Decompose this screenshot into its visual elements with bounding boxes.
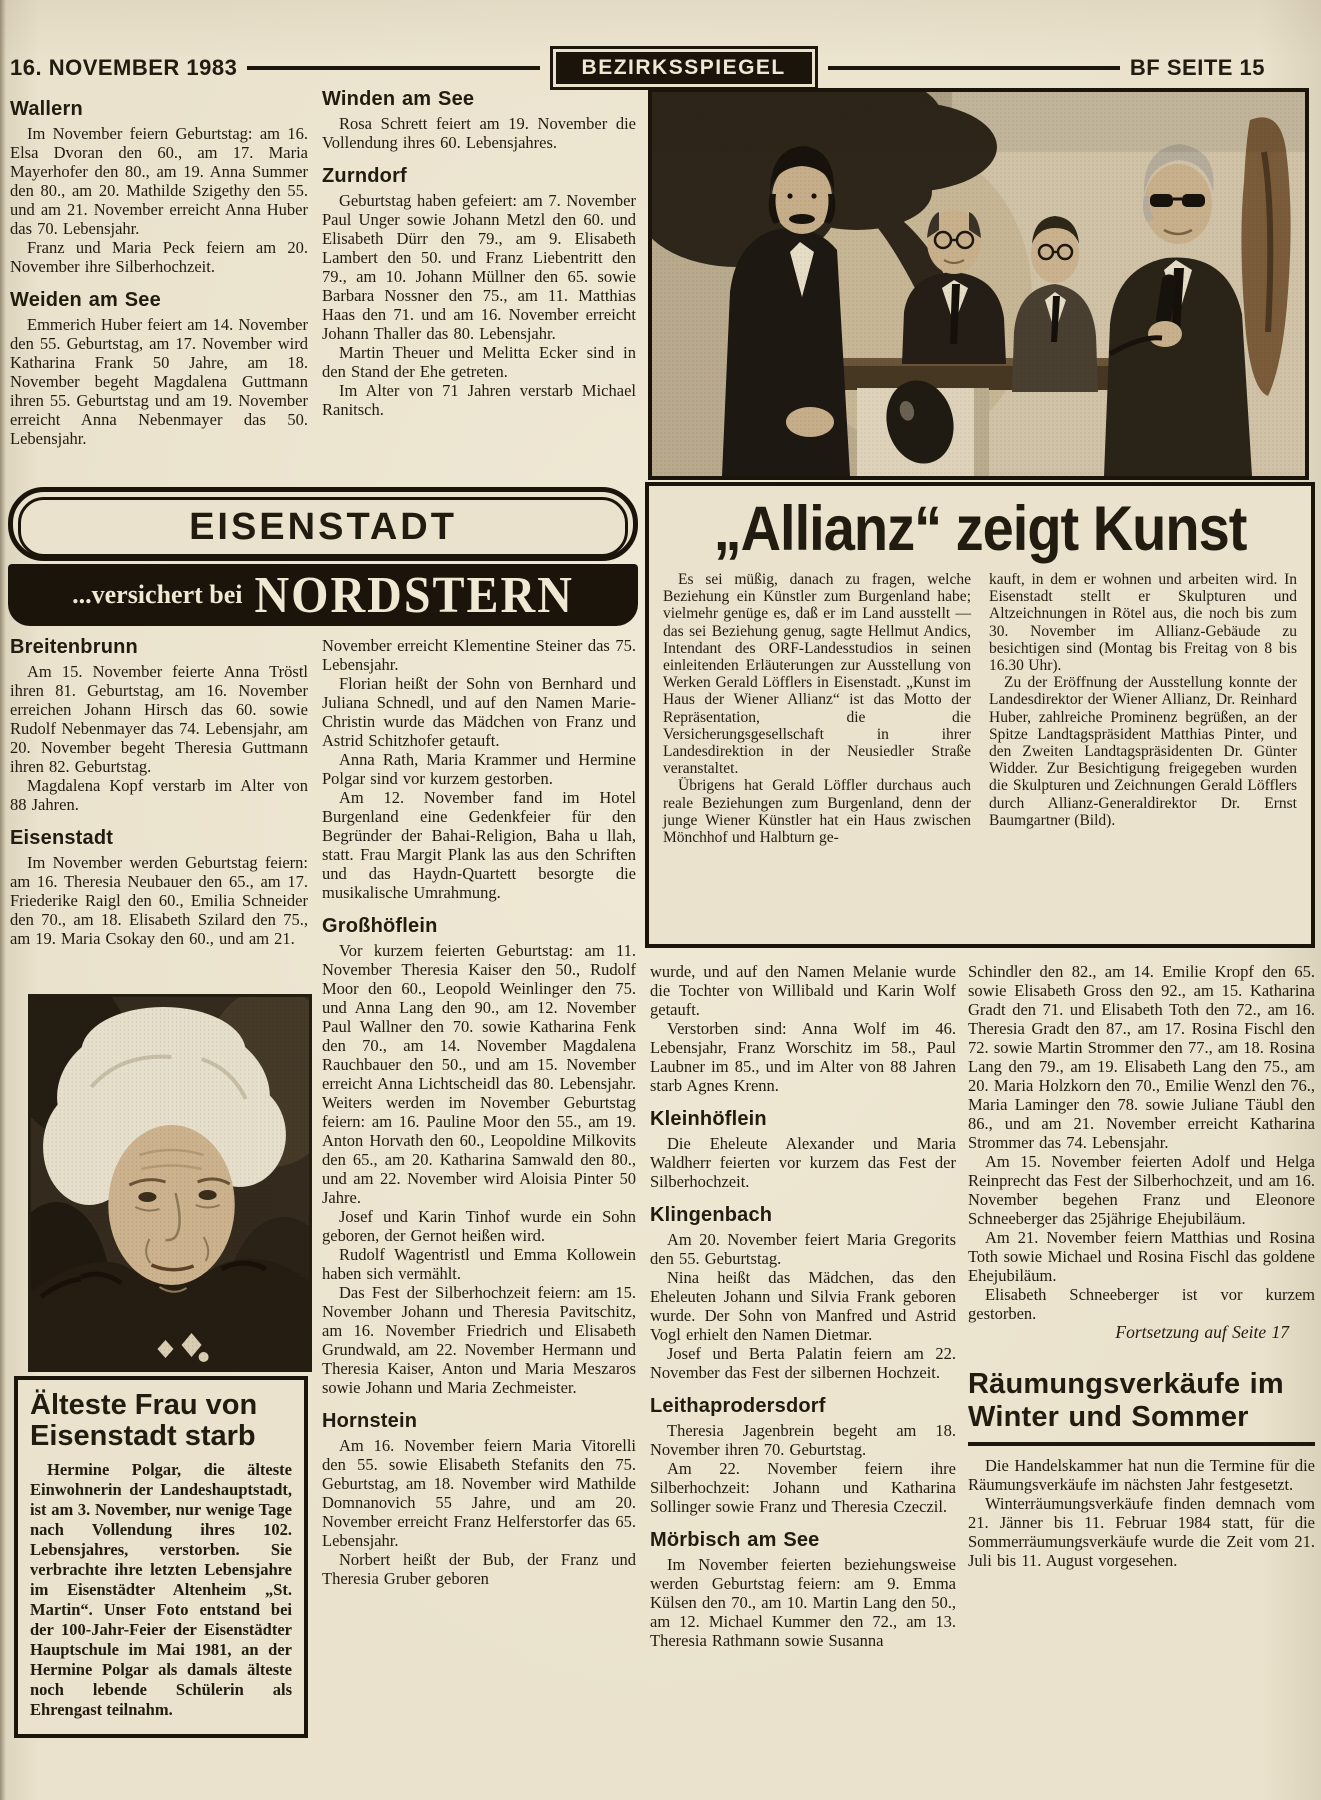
page-number: BF SEITE 15 (1129, 55, 1266, 80)
column-1-top (10, 98, 308, 448)
masthead-title: BEZIRKSSPIEGEL (556, 52, 812, 84)
news-paragraph: Nina heißt das Mädchen, das den Eheleuten Johann und Silvia Frank geboren wurde. Der Sohn von Manfred und Astrid Vogl erhielt den Namen Dietmar. (650, 1268, 956, 1344)
news-paragraph: Vor kurzem feierten Geburtstag: am 11. November Theresia Kaiser den 50., Rudolf Moor den 60., Leopold Weinlinger den 75. und Anna Lang den 90., am 12. November Paul Wallner den 70. sowie Katharina Fenk den 70., am 14. November Magdalena Rauchbauer den 50., und am 15. November erreicht Anna Lichtscheidl das 80. Lebensjahr. Weiters werden im November Geburtstag feiern: am 16. Pauline Moor den 55., am 19. Anton Horvath den 60., Leopoldine Milkovits den 65., am 20. Katharina Samwald den 80., und am 22. November wird Aloisia Pinter 50 Jahre. (322, 941, 636, 1207)
section-heading-wallern: Wallern (10, 98, 83, 120)
sale-title-rule (968, 1442, 1315, 1446)
column-1-lower (10, 636, 308, 948)
article-headline: „Allianz“ zeigt Kunst (713, 493, 1247, 564)
banner-brand: NORDSTERN (254, 566, 574, 624)
news-paragraph: wurde, und auf den Namen Melanie wurde die Tochter von Willibald und Karin Wolf getauft. (650, 962, 956, 1019)
section-heading-moerbisch: Mörbisch am See (650, 1529, 820, 1551)
news-paragraph: Am 15. November feierten Adolf und Helga Reinprecht das Fest der Silberhochzeit, und am 16. November begehen Franz und Eleonore Schneeberger das 25jährige Ehejubiläum. (968, 1152, 1315, 1228)
exhibition-photo-graphic (652, 92, 1305, 476)
article-columns (663, 571, 1297, 846)
sale-title-line2: Winter und Sommer (968, 1401, 1249, 1433)
allianz-article (645, 482, 1315, 948)
sale-article-title (968, 1368, 1315, 1434)
news-paragraph: Am 20. November feiert Maria Gregorits den 55. Geburtstag. (650, 1230, 956, 1268)
section-heading-winden: Winden am See (322, 88, 475, 110)
obituary-title: Älteste Frau von Eisenstadt starb (30, 1389, 258, 1452)
section-heading-grosshoeflein: Großhöflein (322, 915, 438, 937)
portrait-photo-graphic (31, 997, 309, 1369)
section-heading-weiden: Weiden am See (10, 289, 161, 311)
section-heading-leithaprodersdorf: Leithaprodersdorf (650, 1395, 826, 1417)
article-paragraph: Zu der Eröffnung der Ausstellung konnte der Landesdirektor der Wiener Allianz, Dr. Reinhard Huber, zahlreiche Prominenz begrüßen, an der Spitze Landtagspräsident Matthias Pinter, und den Zweiten Landtagspräsidenten Dr. Günter Widder. Zur Besichtigung freigegeben wurden die Skulpturen und Zeichnungen Gerald Löfflers durch Allianz-Generaldirektor Dr. Ernst Baumgartner (Bild). (989, 674, 1297, 829)
article-column-left (663, 571, 971, 846)
eisenstadt-nordstern-banner (8, 487, 638, 626)
obituary-text: Hermine Polgar, die älteste Einwohnerin der Landeshauptstadt, ist am 3. November, nur wenige Tage nach Vollendung ihres 102. Lebensjahres, verstorben. Sie verbrachte ihre letzten Lebensjahre im Eisenstädter Altenheim „St. Martin“. Unser Foto entstand bei der 100-Jahr-Feier der Eisenstädter Hauptschule im Mai 1981, an der Hermine Polgar als damals älteste noch lebende Schülerin als Ehrengast teilnahm. (30, 1460, 292, 1719)
banner-frame (8, 487, 638, 561)
news-paragraph: Im Alter von 71 Jahren verstarb Michael Ranitsch. (322, 381, 636, 419)
news-paragraph: Die Eheleute Alexander und Maria Waldherr feierten vor kurzem das Fest der Silberhochzeit. (650, 1134, 956, 1191)
news-paragraph: Am 15. November feierte Anna Tröstl ihren 81. Geburtstag, am 16. November erreichen Johann Hirsch das 60. sowie Rudolf Nebenmayer das 74. Lebensjahr, am 20. November begeht Theresia Guttmann ihren 82. Geburtstag. (10, 662, 308, 776)
banner-region-label: EISENSTADT (18, 497, 628, 557)
column-2-lower (322, 636, 636, 1588)
news-paragraph: Das Fest der Silberhochzeit feiern: am 15. November Johann und Theresia Pavitschitz, am 16. November Friedrich und Elisabeth Grundwald, am 22. November Hermann und Theresia Kaiser, Anton und Maria Meszaros sowie Johann und Maria Zechmeister. (322, 1283, 636, 1397)
banner-slogan: ...versichert bei (72, 580, 243, 609)
section-heading-hornstein: Hornstein (322, 1410, 418, 1432)
news-paragraph: Im November feierten beziehungsweise werden Geburtstag feiern: am 9. Emma Külsen den 70., am 10. Martin Lang den 50., am 12. Michael Kummer den 72., am 13. Theresia Rathmann sowie Susanna (650, 1555, 956, 1650)
news-paragraph: Josef und Berta Palatin feiern am 22. November das Fest der silbernen Hochzeit. (650, 1344, 956, 1382)
article-paragraph: Übrigens hat Gerald Löffler durchaus auch reale Beziehungen zum Burgenland, denn der junge Wiener Künstler hat ein Haus zwischen Mönchhof und Halbturn ge- (663, 777, 971, 847)
news-paragraph: Elisabeth Schneeberger ist vor kurzem gestorben. (968, 1285, 1315, 1323)
news-paragraph: Am 12. November fand im Hotel Burgenland eine Gedenkfeier für den Begründer der Bahai-Religion, Baha u llah, statt. Frau Margit Plank las aus den Schriften und das Haydn-Quartett besorgte die musikalische Umrahmung. (322, 788, 636, 902)
news-paragraph: Martin Theuer und Melitta Ecker sind in den Stand der Ehe getreten. (322, 343, 636, 381)
column-3 (650, 962, 956, 1650)
news-paragraph: Schindler den 82., am 14. Emilie Kropf den 65. sowie Elisabeth Gross den 92., am 15. Katharina Gradt den 71. und Elisabeth Toth den 72., am 16. Theresia Gradt den 87., am 17. Rosina Fischl den 72. sowie Martin Strommer den 77., am 18. Rosina Lang den 79., am 19. Elisabeth Lang den 75., am 20. Maria Holzkorn den 70., Emilie Wenzl den 76., Maria Laminger den 78. sowie Juliane Täubl den 86., und am 21. November erreicht Katharina Strommer das 74. Lebensjahr. (968, 962, 1315, 1152)
news-paragraph: Franz und Maria Peck feiern am 20. November ihre Silberhochzeit. (10, 238, 308, 276)
news-paragraph: Theresia Jagenbrein begeht am 18. November ihren 70. Geburtstag. (650, 1421, 956, 1459)
obituary-box (14, 1376, 308, 1738)
news-paragraph: Im November feiern Geburtstag: am 16. Elsa Dvoran den 60., am 17. Maria Mayerhofer den 80., am 19. Anna Summer den 80., am 20. Mathilde Szigethy den 55. und am 21. November erreicht Anna Huber das 70. Lebensjahr. (10, 124, 308, 238)
news-paragraph: Anna Rath, Maria Krammer und Hermine Polgar sind vor kurzem gestorben. (322, 750, 636, 788)
news-paragraph: Geburtstag haben gefeiert: am 7. November Paul Unger sowie Johann Metzl den 60. und Elisabeth Dürr den 79., am 9. Elisabeth Lambert den 50. und Franz Liebentritt den 79., am 10. Johann Müllner den 65. sowie Barbara Nossner den 75., am 11. Matthias Haas den 71. und am 16. November erreicht Johann Thaller das 80. Lebensjahr. (322, 191, 636, 343)
column-2-top (322, 88, 636, 419)
article-paragraph: Es sei müßig, danach zu fragen, welche Beziehung ein Künstler zum Burgenland habe; vielmehr genüge es, daß er im Land ausstellt — das sei Beziehung genug, sagte Hellmut Andics, Intendant des ORF-Landesstudios in seinen einleitenden Erläuterungen zur Ausstellung von Werken Gerald Löfflers in Eisenstadt. „Kunst im Haus der Wiener Allianz“ ist das Motto der Repräsentation, die die Versicherungsgesellschaft in ihrer Landesdirektion in der Neusiedler Straße veranstaltet. (663, 571, 971, 778)
news-paragraph: Im November werden Geburtstag feiern: am 16. Theresia Neubauer den 65., am 17. Friederike Raigl den 60., Emilia Schneider den 70., am 18. Elisabeth Szilard den 75., am 19. Maria Csokay den 60., und am 21. (10, 853, 308, 948)
section-heading-breitenbrunn: Breitenbrunn (10, 636, 138, 658)
sale-title-line1: Räumungsverkäufe im (968, 1368, 1284, 1400)
section-heading-zurndorf: Zurndorf (322, 165, 407, 187)
page-header (10, 46, 1265, 90)
news-paragraph: Rudolf Wagentristl und Emma Kollowein haben sich vermählt. (322, 1245, 636, 1283)
news-paragraph: Norbert heißt der Bub, der Franz und Theresia Gruber geboren (322, 1550, 636, 1588)
news-paragraph: Am 21. November feiern Matthias und Rosina Toth sowie Michael und Rosina Fischl das goldene Ehejubiläum. (968, 1228, 1315, 1285)
exhibition-photo (648, 88, 1309, 480)
column-4 (968, 962, 1315, 1570)
news-paragraph: Am 22. November feiern ihre Silberhochzeit: Johann und Katharina Sollinger sowie Franz und Theresia Czeczil. (650, 1459, 956, 1516)
news-paragraph: Florian heißt der Sohn von Bernhard und Juliana Schnedl, und auf den Namen Marie-Christin wurde das Mädchen von Franz und Astrid Schitzhofer getauft. (322, 674, 636, 750)
hermine-polgar-portrait-photo (28, 994, 312, 1372)
issue-date: 16. NOVEMBER 1983 (10, 55, 238, 80)
news-paragraph: Rosa Schrett feiert am 19. November die Vollendung ihres 60. Lebensjahres. (322, 114, 636, 152)
news-paragraph: Emmerich Huber feiert am 14. November den 55. Geburtstag, am 17. November wird Katharina Frank 50 Jahre, am 18. November begeht Magdalena Guttmann ihren 55. Geburtstag und am 19. November erreicht Anna Nebenmayer das 50. Lebensjahr. (10, 315, 308, 448)
news-paragraph: Josef und Karin Tinhof wurde ein Sohn geboren, der Gernot heißen wird. (322, 1207, 636, 1245)
header-rule-left (247, 66, 539, 70)
article-column-right (989, 571, 1297, 846)
continuation-note: Fortsetzung auf Seite 17 (1115, 1322, 1289, 1342)
news-paragraph: Winterräumungsverkäufe finden demnach vom 21. Jänner bis 11. Februar 1984 statt, für die Sommerräumungsverkäufe wurde die Zeit vom 21. Juli bis 11. August vorgesehen. (968, 1494, 1315, 1570)
article-paragraph: kauft, in dem er wohnen und arbeiten wird. In Eisenstadt stellt er Skulpturen und Altzeichnungen in Rötel aus, die noch bis zum 30. November im Allianz-Gebäude zu besichtigen sind (Montag bis Freitag von 8 bis 16.30 Uhr). (989, 571, 1297, 675)
news-paragraph: Die Handelskammer hat nun die Termine für die Räumungsverkäufe im nächsten Jahr festgesetzt. (968, 1456, 1315, 1494)
nordstern-ad (8, 564, 638, 626)
masthead (550, 46, 818, 90)
header-rule-right (828, 66, 1120, 70)
news-paragraph: Am 16. November feiern Maria Vitorelli den 55. sowie Elisabeth Stefanits den 75. Geburtstag, am 18. November wird Mathilde Domnanovich 55 Jahre, und am 20. November erreicht Franz Helferstorfer das 65. Lebensjahr. (322, 1436, 636, 1550)
news-paragraph: Verstorben sind: Anna Wolf im 46. Lebensjahr, Franz Worschitz im 58., Paul Laubner im 85., und im Alter von 88 Jahren starb Agnes Krenn. (650, 1019, 956, 1095)
section-heading-eisenstadt: Eisenstadt (10, 827, 114, 849)
section-heading-klingenbach: Klingenbach (650, 1204, 773, 1226)
news-paragraph: Magdalena Kopf verstarb im Alter von 88 Jahren. (10, 776, 308, 814)
section-heading-kleinhoeflein: Kleinhöflein (650, 1108, 767, 1130)
news-paragraph: November erreicht Klementine Steiner das 75. Lebensjahr. (322, 636, 636, 674)
